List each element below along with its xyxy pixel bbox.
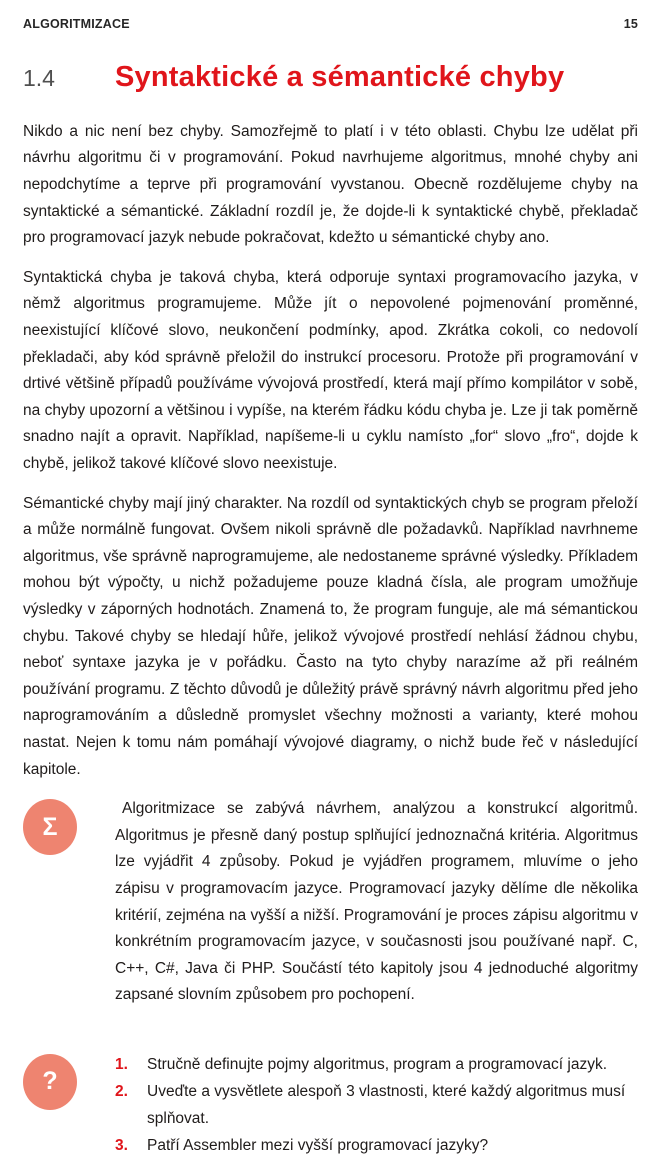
question-item <box>115 1051 638 1078</box>
paragraph-intro: Nikdo a nic není bez chyby. Samozřejmě to platí i v této oblasti. Chybu lze udělat při návrhu algoritmu či v programování. Pokud navrhujeme algoritmus, mnohé chyby ani nepodchytíme a teprve při programování vyvstanou. Obecně rozdělujeme chyby na syntaktické a sémantické. Základní rozdíl je, že dojde-li k syntaktické chybě, překladač pro programovací jazyk nebude pokračovat, kdežto u sémantické chyby ano. <box>23 122 638 247</box>
question-number: 2. <box>115 1082 128 1100</box>
question-text: Stručně definujte pojmy algoritmus, program a programovací jazyk. <box>147 1055 608 1073</box>
page-number: 15 <box>623 17 638 31</box>
question-mark-icon: ? <box>23 1054 77 1110</box>
summary-text: Algoritmizace se zabývá návrhem, analýzou a konstrukcí algoritmů. Algoritmus je přesně daný postup splňující jednoznačná kritéria. Algoritmus lze vyjádřit 4 způsoby. Pokud je vyjádřen programem, mluvíme o jeho zápisu v programovacím jazyce. Programovací jazyky dělíme dle několika kritérií, zejména na vyšší a nižší. Programování je proces zápisu algoritmu v konkrétním programovacím jazyce, v současnosti jsou používané např. C, C++, C#, Java či PHP. Součástí této kapitoly jsou 4 jednoduché algoritmy zapsané slovním způsobem pro pochopení. <box>115 800 638 1004</box>
paragraph-syntactic-errors: Syntaktická chyba je taková chyba, která odporuje syntaxi programovacího jazyka, v němž algoritmus programujeme. Může jít o nepovolené pojmenování proměnné, neexistující klíčové slovo, neukončení podmínky, apod. Zkrátka cokoli, co nedovolí překladači, aby kód správně přeložil do instrukcí procesoru. Protože při programování v drtivé většině případů používáme vývojová prostředí, která mají přímo kompilátor v sobě, na chyby upozorní a většinou i vypíše, na kterém řádku kódu chyba je. Lze ji tak poměrně snadno najít a opravit. Například, napíšeme-li u cyklu namísto „for“ slovo „fro“, dojde k chybě, jelikož takové klíčové slovo neexistuje. <box>23 268 638 473</box>
questions-gutter <box>23 1051 115 1110</box>
question-number: 3. <box>115 1136 128 1154</box>
sigma-summary-icon: Σ <box>23 799 77 855</box>
questions-content <box>115 1051 638 1159</box>
running-header-title: ALGORITMIZACE <box>23 17 130 31</box>
page-header <box>23 17 638 31</box>
question-item <box>115 1078 638 1132</box>
question-item <box>115 1132 638 1159</box>
questions-list <box>115 1051 638 1159</box>
question-text: Uveďte a vysvětlete alespoň 3 vlastnosti, které každý algoritmus musí splňovat. <box>147 1082 626 1127</box>
question-number: 1. <box>115 1055 128 1073</box>
section-number: 1.4 <box>23 65 55 91</box>
summary-gutter <box>23 796 115 855</box>
summary-content <box>115 796 638 1009</box>
questions-callout <box>23 1051 638 1159</box>
paragraph-semantic-errors: Sémantické chyby mají jiný charakter. Na rozdíl od syntaktických chyb se program přeloží a může normálně fungovat. Ovšem nikoli správně dle požadavků. Například navrhneme algoritmus, vše správně naprogramujeme, ale nedostaneme správné výsledky. Příkladem mohou být výpočty, u nichž požadujeme pouze kladná čísla, ale program umožňuje výsledky v záporných hodnotách. Znamená to, že program funguje, ale má sémantickou chybu. Takové chyby se hledají hůře, jelikož vývojové prostředí nehlásí žádnou chybu, neboť syntaxe jazyka je v pořádku. Často na tyto chyby narazíme až při reálném používání programu. Z těchto důvodů je důležitý právě správný návrh algoritmu před jeho naprogramováním a důsledně promyslet všechny možnosti a varianty, které mohou nastat. Nejen k tomu nám pomáhají vývojové diagramy, o nichž bude řeč v následující kapitole. <box>23 494 638 778</box>
question-text: Patří Assembler mezi vyšší programovací jazyky? <box>147 1136 489 1154</box>
section-title: Syntaktické a sémantické chyby <box>115 61 565 93</box>
section-heading <box>23 62 638 94</box>
summary-callout <box>23 796 638 1009</box>
